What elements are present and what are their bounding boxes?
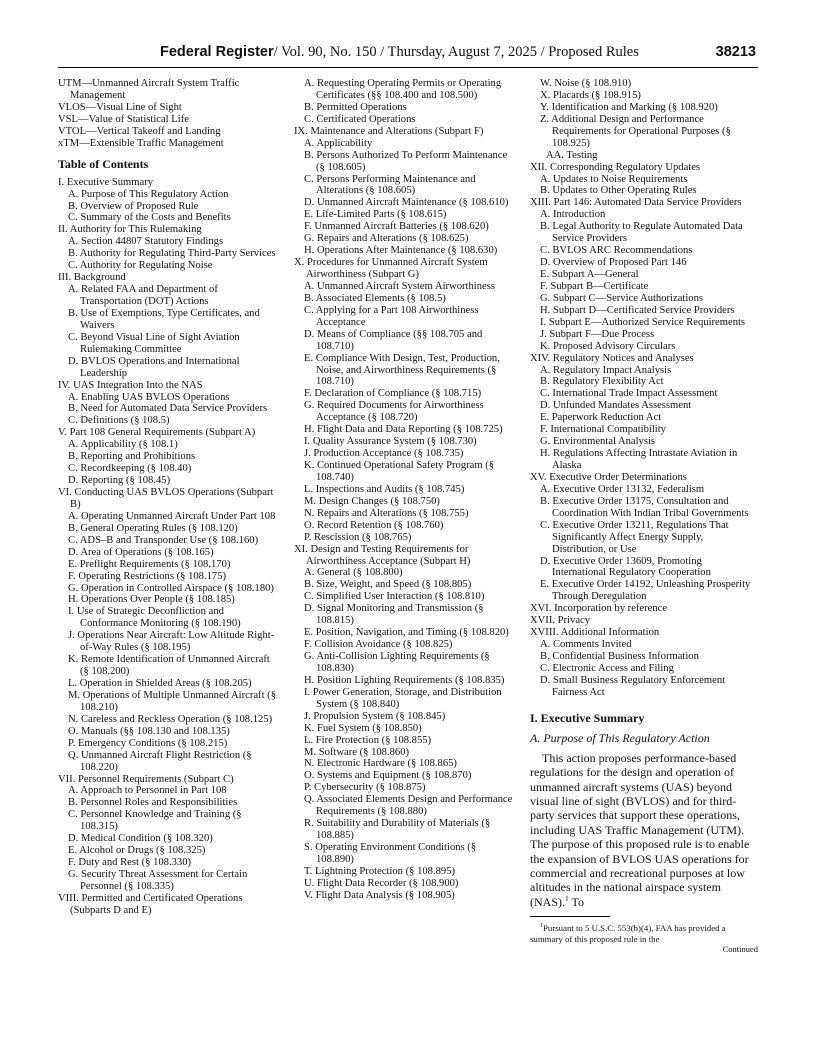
toc-entry: D. Unmanned Aircraft Maintenance (§ 108.610)	[304, 197, 509, 209]
toc-entry: VI. Conducting UAS BVLOS Operations (Subpart B)	[58, 487, 274, 510]
toc-entry: B. Regulatory Flexibility Act	[540, 376, 664, 388]
toc-entry: V. Part 108 General Requirements (Subpart A)	[58, 427, 256, 439]
toc-entry: J. Operations Near Aircraft: Low Altitude Right-of-Way Rules (§ 108.195)	[68, 630, 275, 654]
toc-entry: III. Background	[58, 272, 126, 284]
toc-entry: F. Unmanned Aircraft Batteries (§ 108.620)	[304, 221, 489, 233]
toc-entry: M. Operations of Multiple Unmanned Aircraft (§ 108.210)	[68, 689, 277, 713]
toc-entry: K. Remote Identification of Unmanned Aircraft (§ 108.200)	[68, 654, 270, 678]
toc-entry: E. Subpart A—General	[540, 269, 639, 280]
toc-entry: A. Unmanned Aircraft System Airworthiness	[304, 280, 495, 292]
toc-entry: C. Applying for a Part 108 Airworthiness Acceptance	[304, 304, 479, 328]
toc-entry: C. International Trade Impact Assessment	[540, 388, 718, 400]
toc-entry: E. Position, Navigation, and Timing (§ 108.820)	[304, 627, 509, 639]
toc-entry: G. Required Documents for Airworthiness Acceptance (§ 108.720)	[304, 400, 484, 424]
column-2	[294, 78, 516, 902]
toc-entry: E. Compliance With Design, Test, Production, Noise, and Airworthiness Requirements (§ 108.710)	[304, 352, 500, 388]
toc-entry: U. Flight Data Recorder (§ 108.900)	[304, 877, 459, 889]
toc-entry: A. Comments Invited	[540, 639, 632, 651]
toc-entry: C. Persons Performing Maintenance and Alterations (§ 108.605)	[304, 173, 476, 197]
toc-entry: L. Inspections and Audits (§ 108.745)	[304, 483, 465, 495]
toc-entry: IV. UAS Integration Into the NAS	[58, 379, 203, 391]
toc-entry: N. Careless and Reckless Operation (§ 108.125)	[68, 713, 273, 725]
footnote-continued: Continued	[722, 944, 758, 955]
toc-entry: A. General (§ 108.800)	[304, 567, 403, 579]
toc-entry: E. Alcohol or Drugs (§ 108.325)	[68, 845, 206, 857]
toc-entry: F. Collision Avoidance (§ 108.825)	[304, 639, 453, 651]
toc-heading: Table of Contents	[58, 156, 149, 171]
toc-entry: D. Small Business Regulatory Enforcement Fairness Act	[540, 674, 726, 698]
toc-entry: AA. Testing	[546, 149, 598, 161]
toc-entry: O. Record Retention (§ 108.760)	[304, 519, 444, 531]
toc-entry: I. Power Generation, Storage, and Distribution System (§ 108.840)	[304, 686, 502, 710]
toc-column-3	[530, 78, 758, 699]
toc-entry: F. Operating Restrictions (§ 108.175)	[68, 570, 227, 582]
toc-entry: C. Electronic Access and Filing	[540, 662, 674, 674]
toc-entry: Y. Identification and Marking (§ 108.920)	[540, 101, 718, 113]
abbreviation-entry: VTOL—Vertical Takeoff and Landing	[58, 125, 221, 137]
paragraph-trailing: To	[568, 894, 585, 909]
toc-entry: C. Beyond Visual Line of Sight Aviation Rulemaking Committee	[68, 331, 240, 355]
abbreviation-entry: UTM—Unmanned Aircraft System Traffic Management	[58, 78, 240, 101]
toc-entry: O. Systems and Equipment (§ 108.870)	[304, 770, 472, 782]
toc-entry: H. Operations After Maintenance (§ 108.630)	[304, 245, 498, 257]
toc-entry: E. Executive Order 14192, Unleashing Prosperity Through Deregulation	[540, 579, 751, 603]
toc-entry: P. Cybersecurity (§ 108.875)	[304, 782, 426, 794]
toc-entry: G. Subpart C—Service Authorizations	[540, 292, 704, 304]
toc-entry: W. Noise (§ 108.910)	[540, 78, 632, 89]
toc-entry: G. Repairs and Alterations (§ 108.625)	[304, 233, 469, 245]
column-1	[58, 78, 280, 917]
toc-entry: H. Subpart D—Certificated Service Providers	[540, 304, 735, 316]
toc-entry: D. Means of Compliance (§§ 108.705 and 108.710)	[304, 328, 483, 352]
footnote	[530, 921, 758, 944]
toc-entry: B. Confidential Business Information	[540, 651, 699, 662]
toc-entry: I. Executive Summary	[58, 176, 154, 188]
toc-entry: H. Operations Over People (§ 108.185)	[68, 594, 235, 606]
toc-entry: B. Authority for Regulating Third-Party Services	[68, 248, 276, 260]
toc-entry: K. Fuel System (§ 108.850)	[304, 722, 422, 734]
toc-entry: B. Associated Elements (§ 108.5)	[304, 292, 446, 304]
toc-entry: A. Introduction	[540, 209, 606, 221]
toc-entry: C. Personnel Knowledge and Training (§ 108.315)	[68, 809, 242, 833]
footnote-number: 1	[540, 923, 543, 930]
toc-entry: E. Preflight Requirements (§ 108.170)	[68, 558, 231, 570]
toc-entry: C. ADS–B and Transponder Use (§ 108.160)	[68, 534, 259, 546]
toc-entry: F. Declaration of Compliance (§ 108.715)	[304, 388, 482, 400]
toc-entry: D. Overview of Proposed Part 146	[540, 257, 687, 269]
toc-entry: A. Section 44807 Statutory Findings	[68, 236, 224, 248]
page-number: 38213	[715, 44, 756, 60]
toc-entry: X. Placards (§ 108.915)	[540, 89, 641, 101]
toc-entry: VII. Personnel Requirements (Subpart C)	[58, 773, 234, 785]
toc-entry: C. Authority for Regulating Noise	[68, 260, 213, 272]
toc-entry: N. Repairs and Alterations (§ 108.755)	[304, 507, 469, 519]
toc-entry: K. Continued Operational Safety Program (§ 108.740)	[304, 460, 495, 483]
toc-entry: L. Operation in Shielded Areas (§ 108.205)	[68, 678, 252, 689]
toc-entry: B. Personnel Roles and Responsibilities	[68, 797, 238, 809]
toc-entry: B. General Operating Rules (§ 108.120)	[68, 522, 238, 534]
toc-entry: B. Size, Weight, and Speed (§ 108.805)	[304, 579, 472, 591]
toc-entry: B. Persons Authorized To Perform Maintenance (§ 108.605)	[304, 149, 508, 173]
paragraph-text: This action proposes performance-based regulations for the design and operation of unmanned aircraft systems (UAS) beyond visual line of sight (BVLOS) and for third-party services that support these operations, including UAS Traffic Management (UTM). The purpose of this proposed rule is to enable the expansion of BVLOS UAS operations for commercial and recreational purposes at low altitudes in the national airspace system (NAS).	[530, 750, 750, 909]
toc-entry: J. Subpart F—Due Process	[540, 328, 655, 340]
toc-entry: G. Security Threat Assessment for Certain Personnel (§ 108.335)	[68, 869, 248, 892]
toc-entry: A. Regulatory Impact Analysis	[540, 364, 672, 376]
column-3	[530, 78, 758, 954]
toc-entry: Q. Unmanned Aircraft Flight Restriction (§ 108.220)	[68, 749, 252, 773]
toc-entry: C. Simplified User Interaction (§ 108.810)	[304, 591, 485, 603]
header-rule	[58, 67, 758, 68]
toc-entry: R. Suitability and Durability of Materials (§ 108.885)	[304, 818, 491, 842]
section-subheading: A. Purpose of This Regulatory Action	[530, 730, 710, 745]
toc-entry: H. Regulations Affecting Intrastate Aviation in Alaska	[540, 448, 738, 471]
toc-entry: C. Definitions (§ 108.5)	[68, 415, 170, 427]
toc-entry: D. Area of Operations (§ 108.165)	[68, 546, 214, 558]
toc-entry: C. BVLOS ARC Recommendations	[540, 245, 693, 257]
toc-entry: C. Summary of the Costs and Benefits	[68, 212, 231, 224]
toc-entry: D. BVLOS Operations and International Leadership	[68, 355, 240, 379]
toc-entry: I. Use of Strategic Deconfliction and Conformance Monitoring (§ 108.190)	[68, 606, 241, 630]
toc-entry: A. Requesting Operating Permits or Operating Certificates (§§ 108.400 and 108.500)	[304, 78, 502, 101]
toc-entry: B. Permitted Operations	[304, 101, 407, 113]
toc-entry: B. Executive Order 13175, Consultation and Coordination With Indian Tribal Governments	[540, 495, 749, 519]
issue-info: / Vol. 90, No. 150 / Thursday, August 7, 2025 / Proposed Rules	[273, 44, 639, 60]
toc-entry: V. Flight Data Analysis (§ 108.905)	[304, 889, 455, 901]
toc-entry: XIII. Part 146: Automated Data Service Providers	[530, 197, 742, 209]
toc-entry: C. Recordkeeping (§ 108.40)	[68, 463, 192, 475]
toc-entry: E. Life-Limited Parts (§ 108.615)	[304, 209, 447, 221]
toc-entry: D. Signal Monitoring and Transmission (§ 108.815)	[304, 603, 484, 627]
toc-entry: S. Operating Environment Conditions (§ 108.890)	[304, 842, 477, 865]
toc-entry: Q. Associated Elements Design and Performance Requirements (§ 108.880)	[304, 794, 513, 818]
abbreviation-entry: xTM—Extensible Traffic Management	[58, 137, 224, 149]
toc-entry: L. Fire Protection (§ 108.855)	[304, 734, 432, 746]
toc-entry: F. International Compatibility	[540, 424, 666, 436]
toc-entry: G. Operation in Controlled Airspace (§ 108.180)	[68, 582, 274, 594]
toc-entry: C. Certificated Operations	[304, 113, 416, 125]
abbreviation-entry: VLOS—Visual Line of Sight	[58, 101, 182, 113]
footnote-ref: 1	[565, 893, 569, 903]
toc-entry: II. Authority for This Rulemaking	[58, 224, 202, 236]
section-heading: I. Executive Summary	[530, 710, 645, 725]
toc-entry: A. Applicability (§ 108.1)	[68, 439, 178, 451]
abbreviation-entry: VSL—Value of Statistical Life	[58, 113, 189, 125]
toc-entry: B. Use of Exemptions, Type Certificates, and Waivers	[68, 307, 260, 331]
toc-entry: N. Electronic Hardware (§ 108.865)	[304, 758, 457, 770]
toc-entry: F. Subpart B—Certificate	[540, 280, 649, 292]
toc-entry: J. Production Acceptance (§ 108.735)	[304, 448, 464, 460]
toc-entry: D. Unfunded Mandates Assessment	[540, 400, 692, 412]
toc-entry: O. Manuals (§§ 108.130 and 108.135)	[68, 725, 230, 737]
toc-entry: D. Executive Order 13609, Promoting International Regulatory Cooperation	[540, 555, 711, 579]
toc-entry: C. Executive Order 13211, Regulations That Significantly Affect Energy Supply, Distribution, or Use	[540, 519, 729, 555]
toc-entry: XIV. Regulatory Notices and Analyses	[530, 352, 694, 364]
journal-name: Federal Register	[160, 44, 274, 60]
toc-entry: A. Operating Unmanned Aircraft Under Part 108	[68, 510, 276, 522]
toc-entry: D. Reporting (§ 108.45)	[68, 475, 171, 487]
toc-entry: D. Medical Condition (§ 108.320)	[68, 833, 213, 845]
toc-entry: T. Lightning Protection (§ 108.895)	[304, 865, 456, 877]
toc-entry: F. Duty and Rest (§ 108.330)	[68, 857, 192, 869]
toc-entry: P. Rescission (§ 108.765)	[304, 531, 412, 543]
toc-entry: G. Environmental Analysis	[540, 436, 656, 448]
page-header	[58, 44, 758, 64]
toc-entry: XVI. Incorporation by reference	[530, 603, 668, 615]
toc-entry: XII. Corresponding Regulatory Updates	[530, 161, 701, 173]
toc-entry: I. Subpart E—Authorized Service Requirements	[540, 316, 746, 328]
toc-entry: I. Quality Assurance System (§ 108.730)	[304, 436, 477, 448]
toc-entry: XV. Executive Order Determinations	[530, 471, 687, 483]
toc-column-1	[58, 177, 280, 917]
footnote-text: Pursuant to 5 U.S.C. 553(b)(4), FAA has provided a summary of this proposed rule in the	[530, 923, 726, 944]
toc-entry: VIII. Permitted and Certificated Operations (Subparts D and E)	[58, 892, 243, 916]
toc-entry: K. Proposed Advisory Circulars	[540, 340, 676, 352]
toc-column-2	[294, 78, 516, 902]
toc-entry: M. Software (§ 108.860)	[304, 746, 410, 758]
toc-entry: H. Flight Data and Data Reporting (§ 108.725)	[304, 424, 503, 436]
toc-entry: X. Procedures for Unmanned Aircraft System Airworthiness (Subpart G)	[294, 257, 488, 280]
toc-entry: A. Applicability	[304, 137, 373, 149]
footnote-rule	[530, 916, 610, 917]
toc-entry: P. Emergency Conditions (§ 108.215)	[68, 737, 228, 749]
toc-entry: XVII. Privacy	[530, 615, 591, 627]
toc-entry: A. Enabling UAS BVLOS Operations	[68, 391, 230, 403]
toc-entry: XI. Design and Testing Requirements for Airworthiness Acceptance (Subpart H)	[294, 543, 471, 567]
abbreviation-list	[58, 78, 280, 150]
toc-entry: J. Propulsion System (§ 108.845)	[304, 710, 446, 722]
toc-entry: M. Design Changes (§ 108.750)	[304, 495, 440, 507]
toc-entry: B. Need for Automated Data Service Providers	[68, 403, 268, 415]
toc-entry: Z. Additional Design and Performance Requirements for Operational Purposes (§ 108.925)	[540, 113, 731, 149]
toc-entry: A. Updates to Noise Requirements	[540, 173, 688, 185]
toc-entry: IX. Maintenance and Alterations (Subpart F)	[294, 125, 484, 137]
toc-entry: XVIII. Additional Information	[530, 627, 660, 639]
body-paragraph	[530, 751, 758, 909]
toc-entry: B. Legal Authority to Regulate Automated Data Service Providers	[540, 221, 743, 245]
toc-entry: E. Paperwork Reduction Act	[540, 412, 662, 424]
toc-entry: A. Related FAA and Department of Transportation (DOT) Actions	[68, 284, 218, 307]
header-citation	[160, 44, 639, 61]
toc-entry: G. Anti-Collision Lighting Requirements (§ 108.830)	[304, 651, 490, 674]
toc-entry: B. Updates to Other Operating Rules	[540, 185, 697, 197]
toc-entry: A. Executive Order 13132, Federalism	[540, 483, 705, 495]
toc-entry: A. Purpose of This Regulatory Action	[68, 188, 229, 200]
toc-entry: B. Reporting and Prohibitions	[68, 451, 196, 463]
toc-entry: A. Approach to Personnel in Part 108	[68, 785, 227, 797]
toc-entry: B. Overview of Proposed Rule	[68, 200, 199, 212]
toc-entry: H. Position Lighting Requirements (§ 108.835)	[304, 674, 505, 686]
